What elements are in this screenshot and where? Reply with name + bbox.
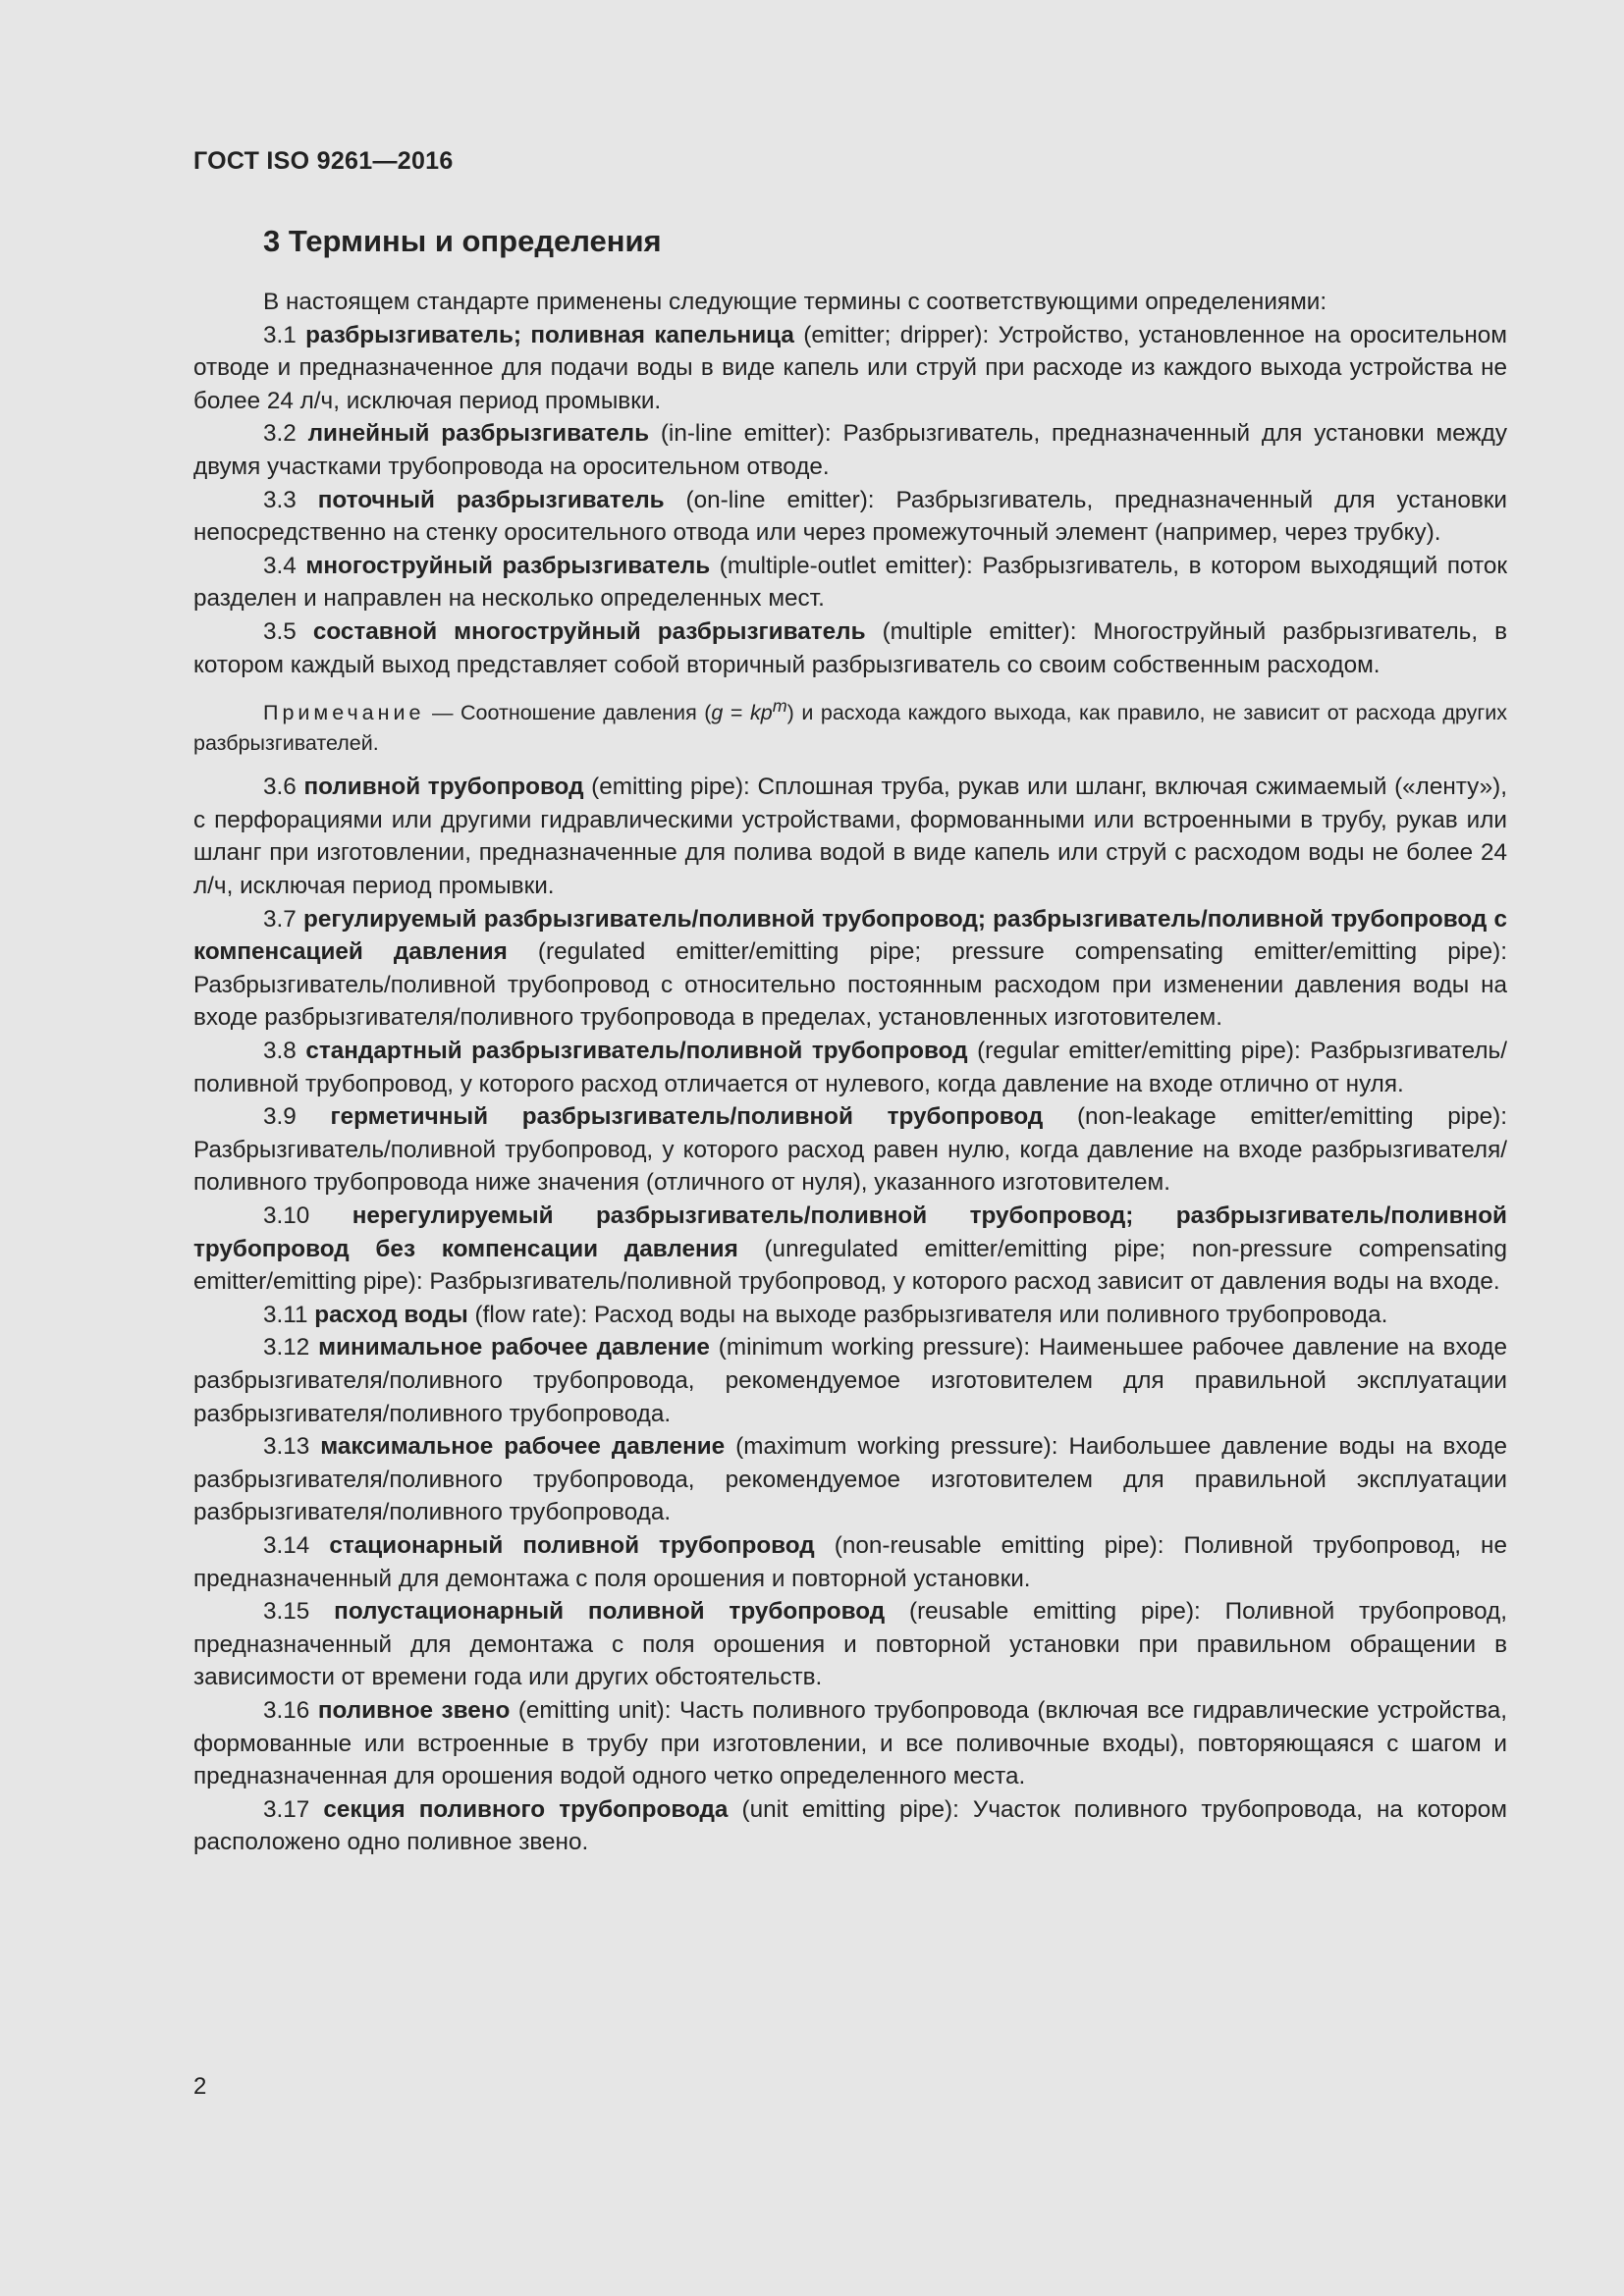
term-paragraph xyxy=(193,1200,1507,1299)
term-number: 3.9 xyxy=(263,1103,297,1131)
term-definition: (emitter; dripper): Устройство, установленное на оросительном отводе и предназначенное для подачи воды в виде капель или струй при расходе из каждого выхода устройства не более 24 л/ч, исключая период промывки. xyxy=(193,321,1507,414)
formula-kp: kp xyxy=(750,701,773,725)
terms-content xyxy=(193,286,1507,1859)
term-definition: (regular emitter/emitting pipe): Разбрызгиватель/поливной трубопровод, у которого расход отличается от нулевого, когда давление на входе отлично от нуля. xyxy=(193,1038,1507,1097)
formula-g: g xyxy=(711,701,724,725)
term-definition: (reusable emitting pipe): Поливной трубопровод, предназначенный для демонтажа с поля орошения и повторной установки при правильном обращении в зависимости от времени года или других обстоятельств. xyxy=(193,1598,1507,1691)
term-number: 3.5 xyxy=(263,617,297,645)
term-paragraph xyxy=(193,319,1507,418)
term-number: 3.1 xyxy=(263,321,297,348)
term-name: многоструйный разбрызгиватель xyxy=(305,552,711,579)
note-text-after: ) и расхода каждого выхода, как правило, не зависит от расхода других разбрызгивателей. xyxy=(193,701,1507,756)
term-name: секция поливного трубопровода xyxy=(323,1795,729,1823)
term-definition: (unit emitting pipe): Участок поливного трубопровода, на котором расположено одно поливное звено. xyxy=(193,1795,1507,1856)
term-number: 3.8 xyxy=(263,1038,297,1065)
term-definition: (in-line emitter): Разбрызгиватель, предназначенный для установки между двумя участками трубопровода на оросительном отводе. xyxy=(193,420,1507,480)
term-number: 3.7 xyxy=(263,905,297,933)
term-paragraph xyxy=(193,771,1507,902)
term-number: 3.11 xyxy=(263,1301,308,1328)
term-number: 3.15 xyxy=(263,1598,310,1626)
standard-header: ГОСТ ISO 9261—2016 xyxy=(193,147,454,175)
term-number: 3.16 xyxy=(263,1696,310,1724)
term-name: стандартный разбрызгиватель/поливной трубопровод xyxy=(305,1038,968,1065)
term-name: расход воды xyxy=(314,1301,468,1328)
term-paragraph xyxy=(193,484,1507,550)
term-name: поливной трубопровод xyxy=(303,774,584,801)
term-paragraph xyxy=(193,1529,1507,1595)
note-label: Примечание xyxy=(263,701,425,725)
note-paragraph xyxy=(193,691,1507,759)
term-name: герметичный разбрызгиватель/поливной трубопровод xyxy=(330,1103,1044,1131)
term-number: 3.2 xyxy=(263,420,297,448)
term-paragraph xyxy=(193,417,1507,483)
term-number: 3.6 xyxy=(263,774,297,801)
term-definition: (minimum working pressure): Наименьшее рабочее давление на входе разбрызгивателя/поливного трубопровода, рекомендуемое изготовителем для правильной эксплуатации разбрызгивателя/поливного трубопровода. xyxy=(193,1334,1507,1427)
term-number: 3.14 xyxy=(263,1531,310,1559)
term-name: регулируемый разбрызгиватель/поливной трубопровод; разбрызгиватель/поливной трубопровод с компенсацией давления xyxy=(193,905,1507,966)
term-number: 3.12 xyxy=(263,1334,310,1362)
term-name: максимальное рабочее давление xyxy=(320,1433,726,1461)
term-paragraph xyxy=(193,1331,1507,1430)
term-name: стационарный поливной трубопровод xyxy=(329,1531,815,1559)
term-paragraph xyxy=(193,903,1507,1035)
formula-exponent: m xyxy=(772,696,787,717)
term-number: 3.3 xyxy=(263,486,297,513)
term-name: линейный разбрызгиватель xyxy=(307,420,650,448)
note-text-before: — Соотношение давления ( xyxy=(424,701,712,725)
term-definition: (on-line emitter): Разбрызгиватель, предназначенный для установки непосредственно на стенку оросительного отвода или через промежуточный элемент (например, через трубку). xyxy=(193,486,1507,547)
term-paragraph xyxy=(193,1035,1507,1100)
term-definition: (emitting pipe): Сплошная труба, рукав или шланг, включая сжимаемый («ленту»), с перфорациями или другими гидравлическими устройствами, формованными или встроенными в трубу, рукав или шланг при изготовлении, предназначенные для полива водой в виде капель или струй с расходом воды не более 24 л/ч, исключая период промывки. xyxy=(193,774,1507,900)
term-definition: (multiple-outlet emitter): Разбрызгиватель, в котором выходящий поток разделен и направлен на несколько определенных мест. xyxy=(193,552,1507,613)
term-name: нерегулируемый разбрызгиватель/поливной трубопровод; разбрызгиватель/поливной трубопровод без компенсации давления xyxy=(193,1202,1507,1262)
term-paragraph xyxy=(193,1100,1507,1200)
term-name: минимальное рабочее давление xyxy=(318,1334,710,1362)
term-definition: (maximum working pressure): Наибольшее давление воды на входе разбрызгивателя/поливного трубопровода, рекомендуемое изготовителем для правильной эксплуатации разбрызгивателя/поливного трубопровода. xyxy=(193,1433,1507,1526)
term-name: составной многоструйный разбрызгиватель xyxy=(312,617,866,645)
term-paragraph xyxy=(193,1299,1507,1332)
term-definition: (regulated emitter/emitting pipe; pressure compensating emitter/emitting pipe): Разбрызгиватель/поливной трубопровод с относительно постоянным расходом при изменении давления воды на входе разбрызгивателя/поливного трубопровода в пределах, установленных изготовителем. xyxy=(193,938,1507,1032)
term-paragraph xyxy=(193,615,1507,681)
term-name: поточный разбрызгиватель xyxy=(317,486,665,513)
term-definition: (multiple emitter): Многоструйный разбрызгиватель, в котором каждый выход представляет собой вторичный разбрызгиватель со своим собственным расходом. xyxy=(193,617,1508,678)
term-name: поливное звено xyxy=(317,1696,511,1724)
formula-eq: = xyxy=(723,701,750,725)
page-number: 2 xyxy=(193,2073,207,2100)
term-number: 3.4 xyxy=(263,552,297,579)
term-definition: (flow rate): Расход воды на выходе разбрызгивателя или поливного трубопровода. xyxy=(474,1301,1388,1328)
term-number: 3.17 xyxy=(263,1795,310,1823)
term-number: 3.10 xyxy=(263,1202,310,1229)
term-paragraph xyxy=(193,1793,1507,1859)
term-paragraph xyxy=(193,1694,1507,1793)
term-definition: (unregulated emitter/emitting pipe; non-pressure compensating emitter/emitting pipe): Разбрызгиватель/поливной трубопровод, у которого расход зависит от давления воды на входе. xyxy=(193,1235,1507,1296)
term-definition: (non-reusable emitting pipe): Поливной трубопровод, не предназначенный для демонтажа с поля орошения и повторной установки. xyxy=(193,1531,1507,1592)
term-name: полустационарный поливной трубопровод xyxy=(334,1598,886,1626)
section-title: 3 Термины и определения xyxy=(263,224,662,258)
term-definition: (non-leakage emitter/emitting pipe): Разбрызгиватель/поливной трубопровод, у которого расход равен нулю, когда давление на входе разбрызгивателя/поливного трубопровода ниже значения (отличного от нуля), указанного изготовителем. xyxy=(193,1103,1507,1197)
intro-paragraph: В настоящем стандарте применены следующие термины с соответствующими определениями: xyxy=(263,289,1327,315)
term-name: разбрызгиватель; поливная капельница xyxy=(305,321,794,348)
term-paragraph xyxy=(193,1430,1507,1529)
term-number: 3.13 xyxy=(263,1433,310,1461)
term-paragraph xyxy=(193,1595,1507,1694)
term-paragraph xyxy=(193,550,1507,615)
term-definition: (emitting unit): Часть поливного трубопровода (включая все гидравлические устройства, формованные или встроенные в трубу при изготовлении, и все поливочные входы), повторяющаяся с шагом и предназначенная для орошения водой одного четко определенного места. xyxy=(193,1696,1507,1790)
